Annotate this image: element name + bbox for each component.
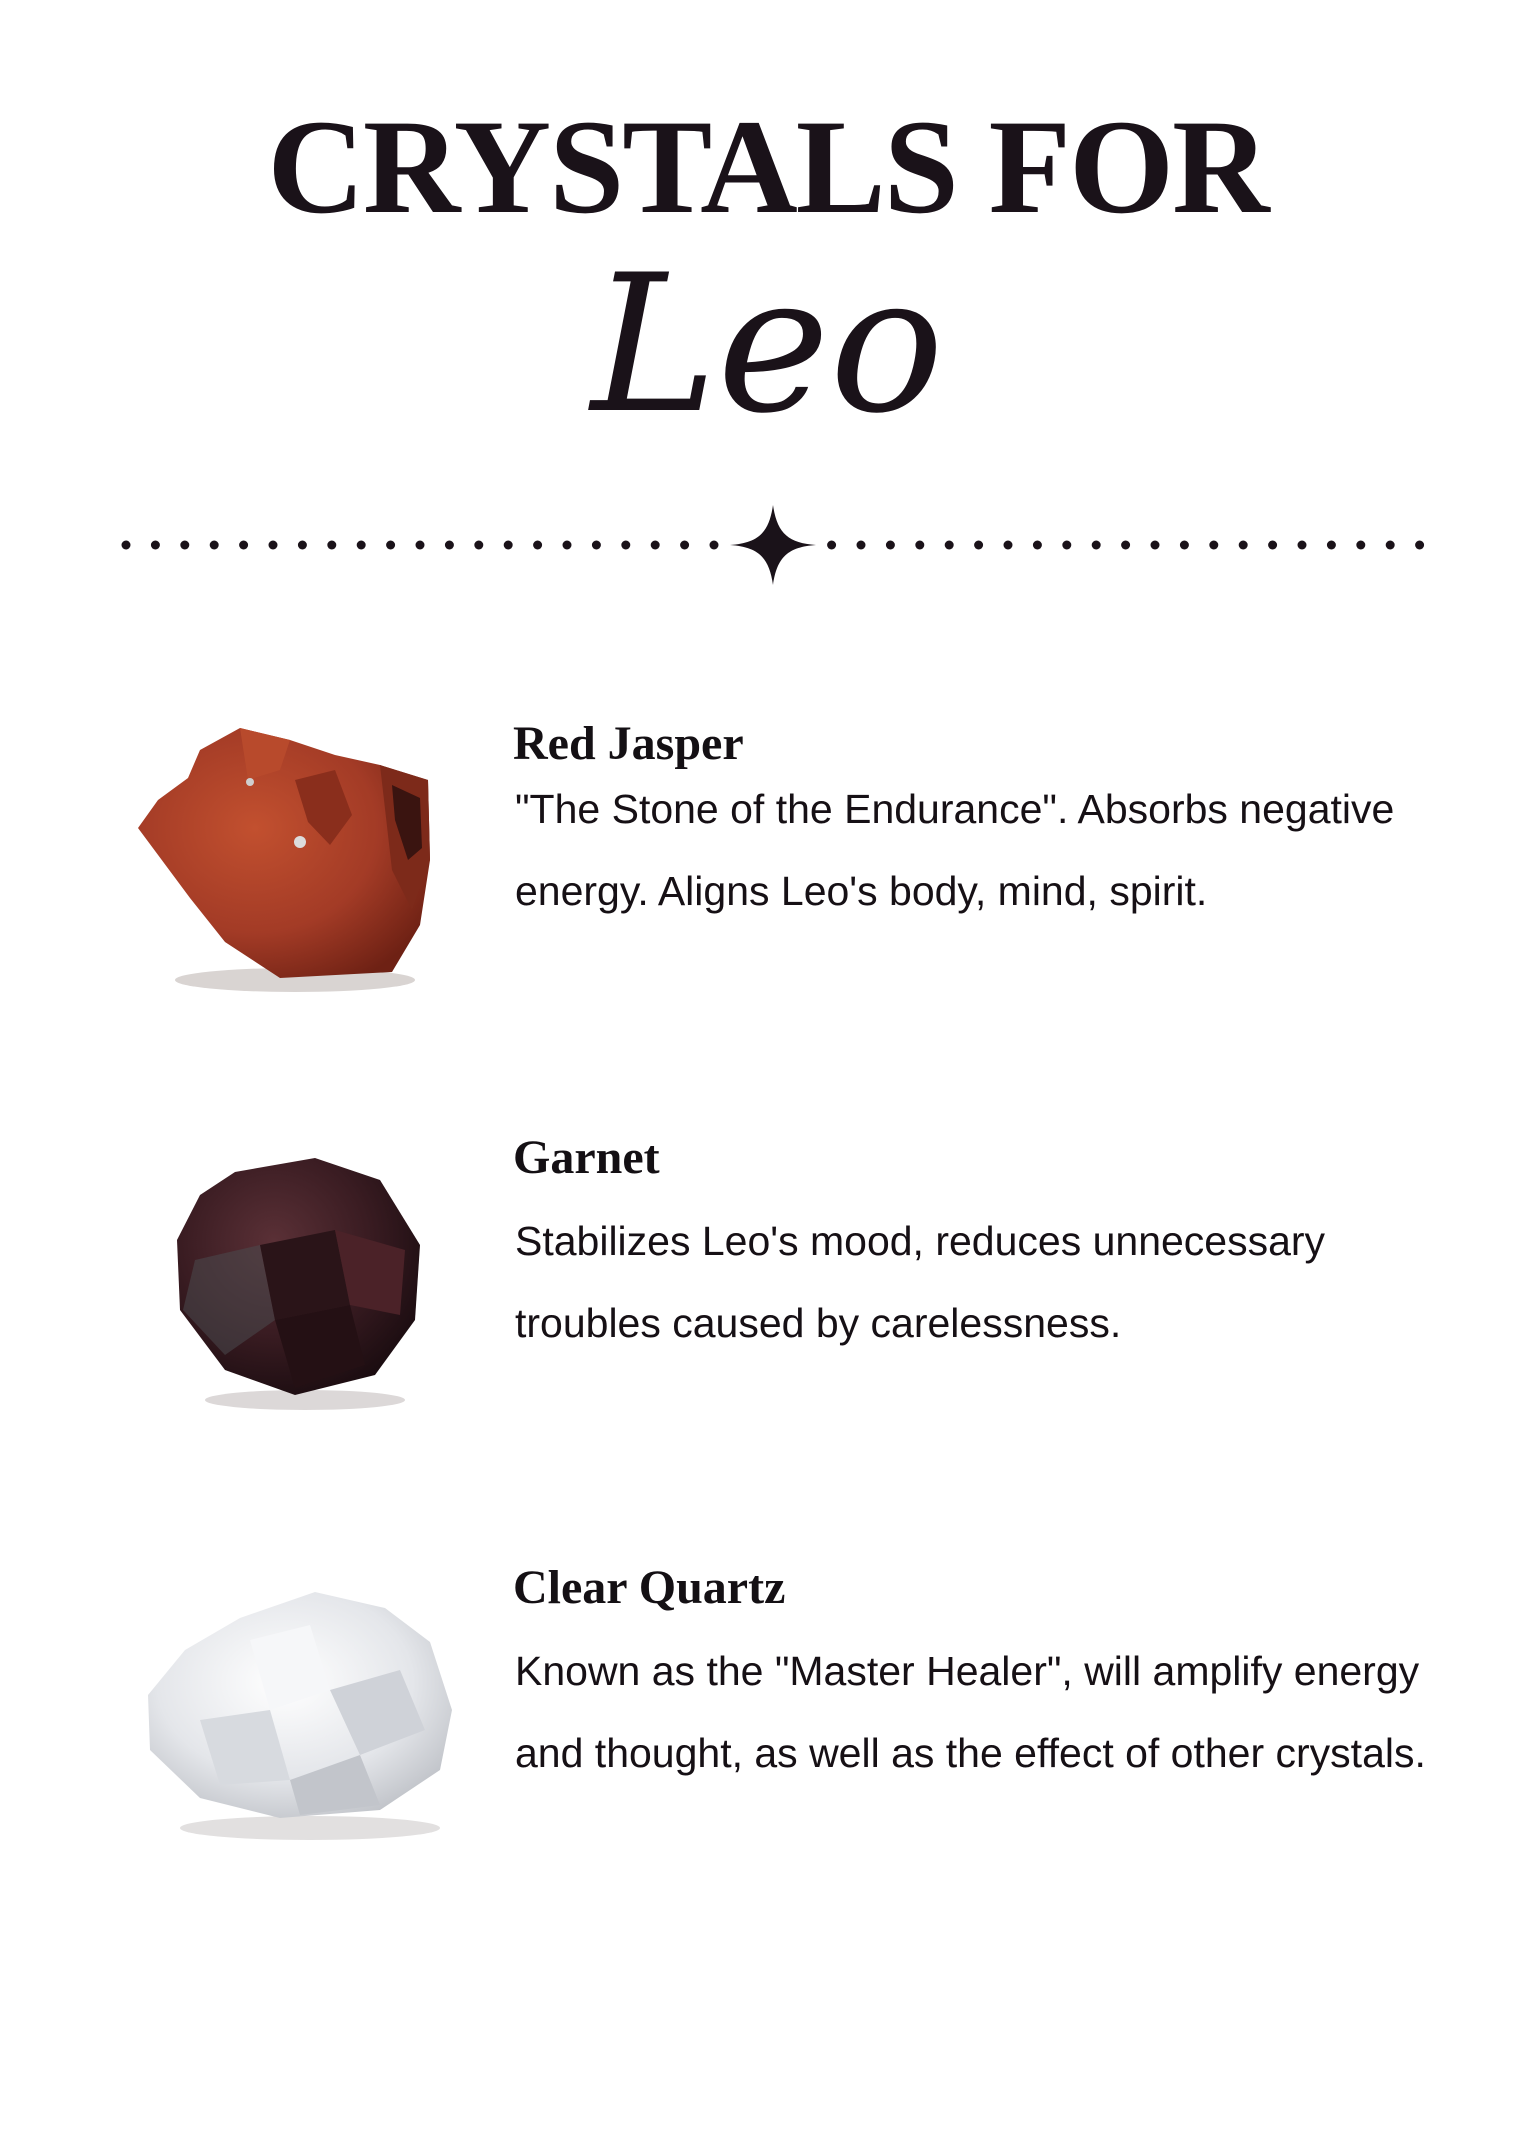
clear-quartz-image	[140, 1580, 470, 1850]
garnet-image	[165, 1150, 435, 1420]
page-title: CRYSTALS FOR	[267, 93, 1268, 242]
page-subtitle-leo: Leo	[590, 234, 944, 455]
red-jasper-image	[130, 710, 440, 1000]
dotted-divider	[118, 505, 1438, 585]
crystal-description: Stabilizes Leo's mood, reduces unnecessary troubles caused by carelessness.	[515, 1218, 1326, 1346]
crystal-item-garnet	[0, 1130, 1535, 1450]
crystal-name: Garnet	[513, 1131, 660, 1184]
crystal-item-red-jasper	[0, 700, 1535, 1020]
crystal-item-clear-quartz	[0, 1560, 1535, 1880]
crystal-description: Known as the "Master Healer", will amplify energy and thought, as well as the effect of other crystals.	[515, 1648, 1426, 1776]
crystal-name: Red Jasper	[513, 717, 744, 770]
sparkle-star-icon	[730, 505, 816, 585]
crystal-name: Clear Quartz	[513, 1561, 786, 1614]
crystal-description: "The Stone of the Endurance". Absorbs negative energy. Aligns Leo's body, mind, spirit.	[515, 786, 1395, 914]
